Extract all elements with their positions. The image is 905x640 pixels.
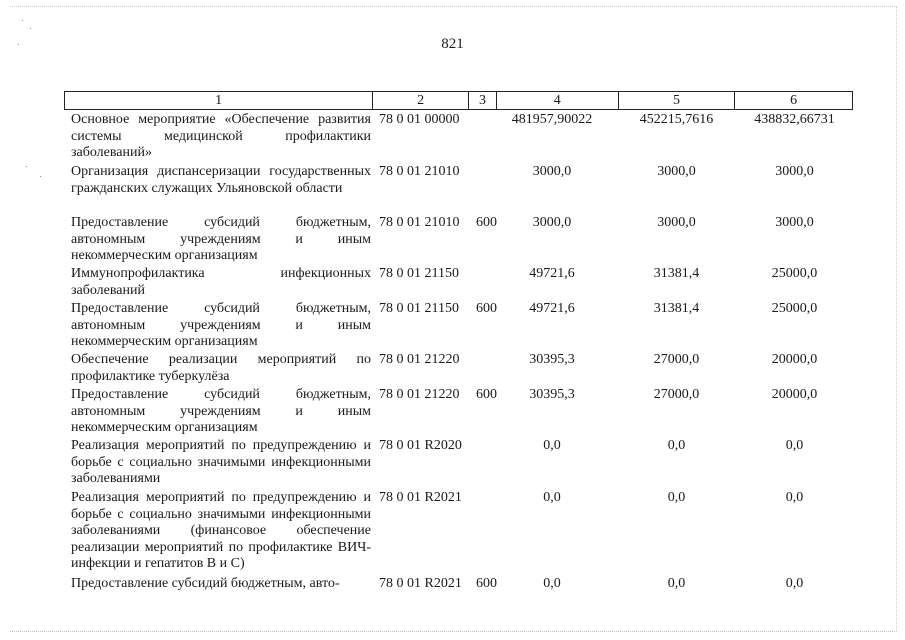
scan-speck <box>40 176 41 177</box>
row-value-5: 0,0 <box>667 576 686 591</box>
row-code: 78 0 01 21010 <box>379 215 460 230</box>
row-value-4: 3000,0 <box>532 215 572 230</box>
row-value-6: 25000,0 <box>771 266 818 281</box>
row-name: Предоставление субсидий бюджетным, автономным учреждениям и иным некоммерческим организациям <box>71 387 371 435</box>
row-value-6: 3000,0 <box>775 215 814 230</box>
row-value-5: 27000,0 <box>653 352 700 367</box>
row-name: Реализация мероприятий по предупреждению и борьбе с социально значимыми инфекционными заболеваниями (финансовое обеспечение реализации мероприятий по профилактике ВИЧ-инфекции и гепатитов В и С) <box>71 490 371 571</box>
row-code: 78 0 01 21010 <box>379 164 460 179</box>
row-value-6: 20000,0 <box>771 387 818 402</box>
header-col-1: 1 <box>65 92 373 109</box>
row-type: 600 <box>476 301 497 316</box>
row-value-4: 30395,3 <box>529 387 575 402</box>
row-name: Организация диспансеризации государственных гражданских служащих Ульяновской области <box>71 164 371 196</box>
header-col-5: 5 <box>619 92 736 109</box>
row-value-6: 20000,0 <box>771 352 818 367</box>
row-value-6: 3000,0 <box>775 164 814 179</box>
row-value-5: 452215,7616 <box>639 112 714 127</box>
header-col-6: 6 <box>790 93 798 108</box>
scan-speck <box>26 166 27 167</box>
row-value-4: 0,0 <box>543 490 561 505</box>
header-col-2: 2 <box>373 92 469 109</box>
scan-speck <box>22 20 23 21</box>
row-code: 78 0 01 21150 <box>379 301 459 316</box>
row-value-5: 3000,0 <box>657 215 696 230</box>
row-type: 600 <box>476 576 497 591</box>
row-code: 78 0 01 R2021 <box>379 490 462 505</box>
row-name: Реализация мероприятий по предупреждению и борьбе с социально значимыми инфекционными заболеваниями <box>71 438 371 486</box>
row-value-6: 0,0 <box>785 438 804 453</box>
row-value-4: 3000,0 <box>532 164 572 179</box>
scan-speck <box>30 28 31 29</box>
page-number: 821 <box>441 36 464 52</box>
row-value-6: 0,0 <box>785 490 804 505</box>
row-code: 78 0 01 21220 <box>379 387 460 402</box>
row-code: 78 0 01 00000 <box>379 112 460 127</box>
row-value-4: 0,0 <box>543 576 561 591</box>
row-value-5: 0,0 <box>667 438 686 453</box>
row-value-6: 0,0 <box>785 576 804 591</box>
row-value-5: 27000,0 <box>653 387 700 402</box>
row-type: 600 <box>476 215 497 230</box>
row-name: Предоставление субсидий бюджетным, автономным учреждениям и иным некоммерческим организациям <box>71 215 371 263</box>
row-value-5: 31381,4 <box>653 301 700 316</box>
row-value-4: 481957,90022 <box>511 112 593 127</box>
row-value-4: 49721,6 <box>529 266 575 281</box>
row-value-4: 30395,3 <box>529 352 575 367</box>
row-value-4: 0,0 <box>543 438 561 453</box>
row-code: 78 0 01 R2021 <box>379 576 462 591</box>
row-type: 600 <box>476 387 497 402</box>
row-name: Иммунопрофилактика инфекционных заболеваний <box>71 266 371 298</box>
table-header <box>64 91 853 110</box>
header-col-3: 3 <box>469 92 497 109</box>
row-name: Предоставление субсидий бюджетным, авто- <box>71 576 340 591</box>
row-value-6: 438832,66731 <box>754 112 835 127</box>
row-name: Обеспечение реализации мероприятий по профилактике туберкулёза <box>71 352 371 384</box>
row-value-6: 25000,0 <box>771 301 818 316</box>
row-code: 78 0 01 R2020 <box>379 438 462 453</box>
row-code: 78 0 01 21220 <box>379 352 460 367</box>
row-value-5: 3000,0 <box>657 164 696 179</box>
row-code: 78 0 01 21150 <box>379 266 459 281</box>
row-value-5: 0,0 <box>667 490 686 505</box>
row-name: Основное мероприятие «Обеспечение развития системы медицинской профилактики заболеваний» <box>71 112 371 160</box>
header-col-4: 4 <box>497 92 619 109</box>
row-name: Предоставление субсидий бюджетным, автономным учреждениям и иным некоммерческим организациям <box>71 301 371 349</box>
row-value-5: 31381,4 <box>653 266 700 281</box>
row-value-4: 49721,6 <box>529 301 575 316</box>
